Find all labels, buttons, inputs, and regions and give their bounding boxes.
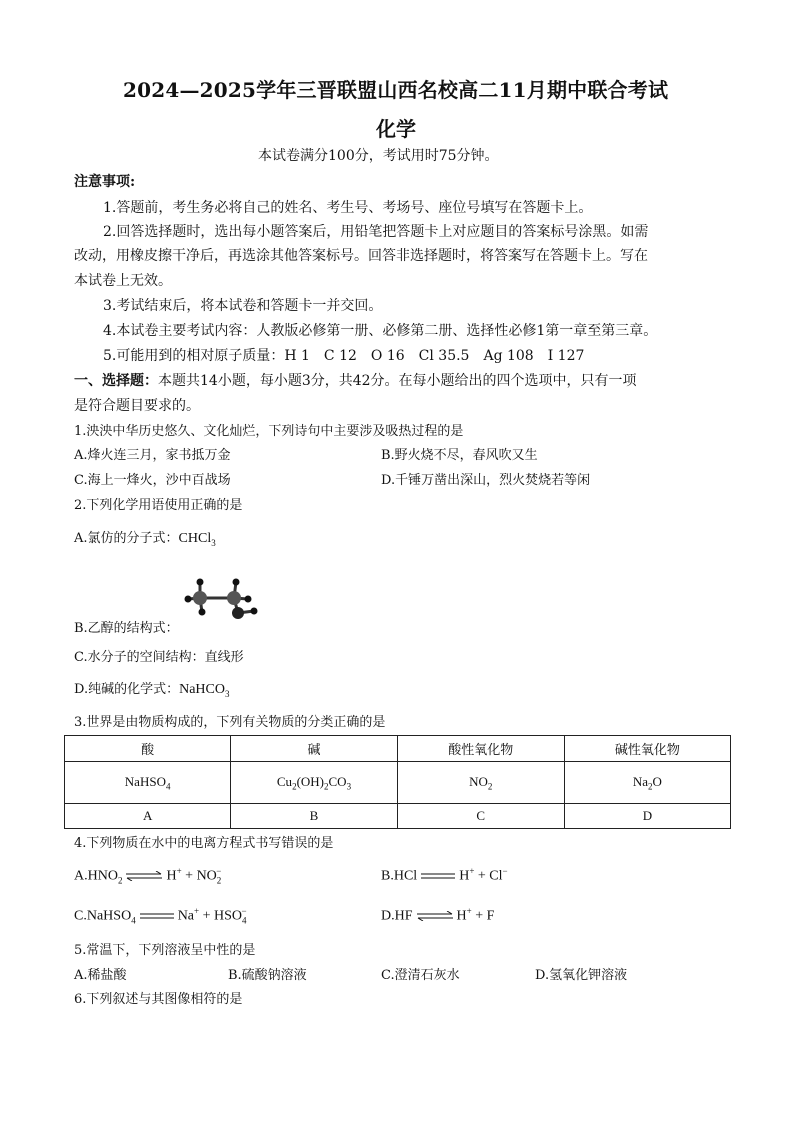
note-item: 本试卷上无效。: [74, 273, 172, 289]
q2-option-d-label: D.纯碱的化学式：: [74, 682, 180, 697]
question-4-stem: 4.下列物质在水中的电离方程式书写错误的是: [74, 836, 334, 851]
equals-arrow-icon: [420, 871, 456, 881]
classification-table: [64, 735, 731, 829]
q1-option-d: D.千锤万凿出深山，烈火焚烧若等闲: [381, 473, 591, 488]
header-basic-oxide: 碱性氧化物: [564, 736, 730, 762]
q2-option-a-label: A.氯仿的分子式：: [74, 531, 179, 546]
question-6-stem: 6.下列叙述与其图像相符的是: [74, 992, 243, 1007]
q2-option-b: B.乙醇的结构式：: [74, 621, 179, 636]
section-heading: 一、选择题：: [74, 373, 158, 389]
note-item: 1.答题前，考生务必将自己的姓名、考生号、考场号、座位号填写在答题卡上。: [103, 200, 593, 216]
note-item: 5.可能用到的相对原子质量：H 1 C 12 O 16 Cl 35.5 Ag 108 I 127: [103, 348, 585, 364]
table-row: [65, 804, 731, 829]
note-item: 4.本试卷主要考试内容：人教版必修第一册、必修第二册、选择性必修1第一章至第三章。: [103, 323, 658, 339]
notes-heading: 注意事项:: [74, 174, 136, 190]
q5-option-b: B.硫酸钠溶液: [228, 968, 307, 983]
header-base: 碱: [231, 736, 397, 762]
table-header-row: [65, 736, 731, 762]
cell-nahso4: NaHSO$_4$: [65, 762, 231, 804]
question-3-stem: 3.世界是由物质构成的，下列有关物质的分类正确的是: [74, 715, 386, 730]
option-b-label: B: [231, 804, 397, 829]
q2-formula-a: CHCl$_3$: [178, 531, 216, 548]
q1-option-a: A.烽火连三月，家书抵万金: [74, 448, 231, 463]
note-item: 3.考试结束后，将本试卷和答题卡一并交回。: [103, 298, 383, 314]
question-1-stem: 1.泱泱中华历史悠久、文化灿烂，下列诗句中主要涉及吸热过程的是: [74, 424, 464, 439]
section-intro: [74, 371, 637, 391]
equals-arrow-icon: [139, 911, 175, 921]
note-item: 2.回答选择题时，选出每小题答案后，用铅笔把答题卡上对应题目的答案标号涂黑。如需: [103, 224, 649, 240]
q4-option-c: C.NaHSO$_4$ $Na^+ + HSO_4^-$: [74, 906, 247, 926]
q1-option-b: B.野火烧不尽，春风吹又生: [381, 448, 538, 463]
q2-option-c: C.水分子的空间结构：直线形: [74, 650, 244, 665]
option-c-label: C: [397, 804, 564, 829]
question-2-stem: 2.下列化学用语使用正确的是: [74, 498, 243, 513]
subject-title: 化学: [376, 117, 416, 141]
exam-subtitle: 本试卷满分100分，考试用时75分钟。: [258, 148, 499, 164]
reversible-arrow-icon: [125, 871, 163, 881]
q2-option-d: [74, 681, 229, 703]
exam-title: 2024—2025学年三晋联盟山西名校高二11月期中联合考试: [123, 78, 669, 102]
cell-no2: $NO_2$: [397, 762, 564, 804]
q2-option-a: [74, 530, 216, 552]
note-item: 改动，用橡皮擦干净后，再选涂其他答案标号。回答非选择题时，将答案写在答题卡上。写在: [74, 248, 648, 264]
cell-basic-copper-carbonate: $Cu_2(OH)_2CO_3$: [231, 762, 397, 804]
q4-option-b: B.HCl H+ + Cl−: [381, 866, 508, 884]
header-acid: 酸: [65, 736, 231, 762]
q5-option-d: D.氢氧化钾溶液: [535, 968, 628, 983]
option-d-label: D: [564, 804, 730, 829]
question-5-stem: 5.常温下，下列溶液呈中性的是: [74, 943, 256, 958]
reversible-arrow-icon: [416, 911, 454, 921]
option-a-label: A: [65, 804, 231, 829]
q5-option-a: A.稀盐酸: [74, 968, 127, 983]
ethanol-ball-stick-model: [180, 566, 262, 626]
section-intro-cont: 是符合题目要求的。: [74, 398, 200, 414]
q4-option-d: D.HF H+ + F: [381, 906, 495, 924]
q2-formula-d: NaHCO$_3$: [179, 682, 230, 699]
q4-option-a: $A.HNO_2$ $H^+ + NO_2^-$: [74, 866, 222, 886]
section-intro-text: 本题共14小题，每小题3分，共42分。在每小题给出的四个选项中，只有一项: [158, 373, 637, 389]
q5-option-c: C.澄清石灰水: [381, 968, 460, 983]
table-row: [65, 762, 731, 804]
q1-option-c: C.海上一烽火，沙中百战场: [74, 473, 231, 488]
cell-na2o: $Na_2O$: [564, 762, 730, 804]
header-acidic-oxide: 酸性氧化物: [397, 736, 564, 762]
